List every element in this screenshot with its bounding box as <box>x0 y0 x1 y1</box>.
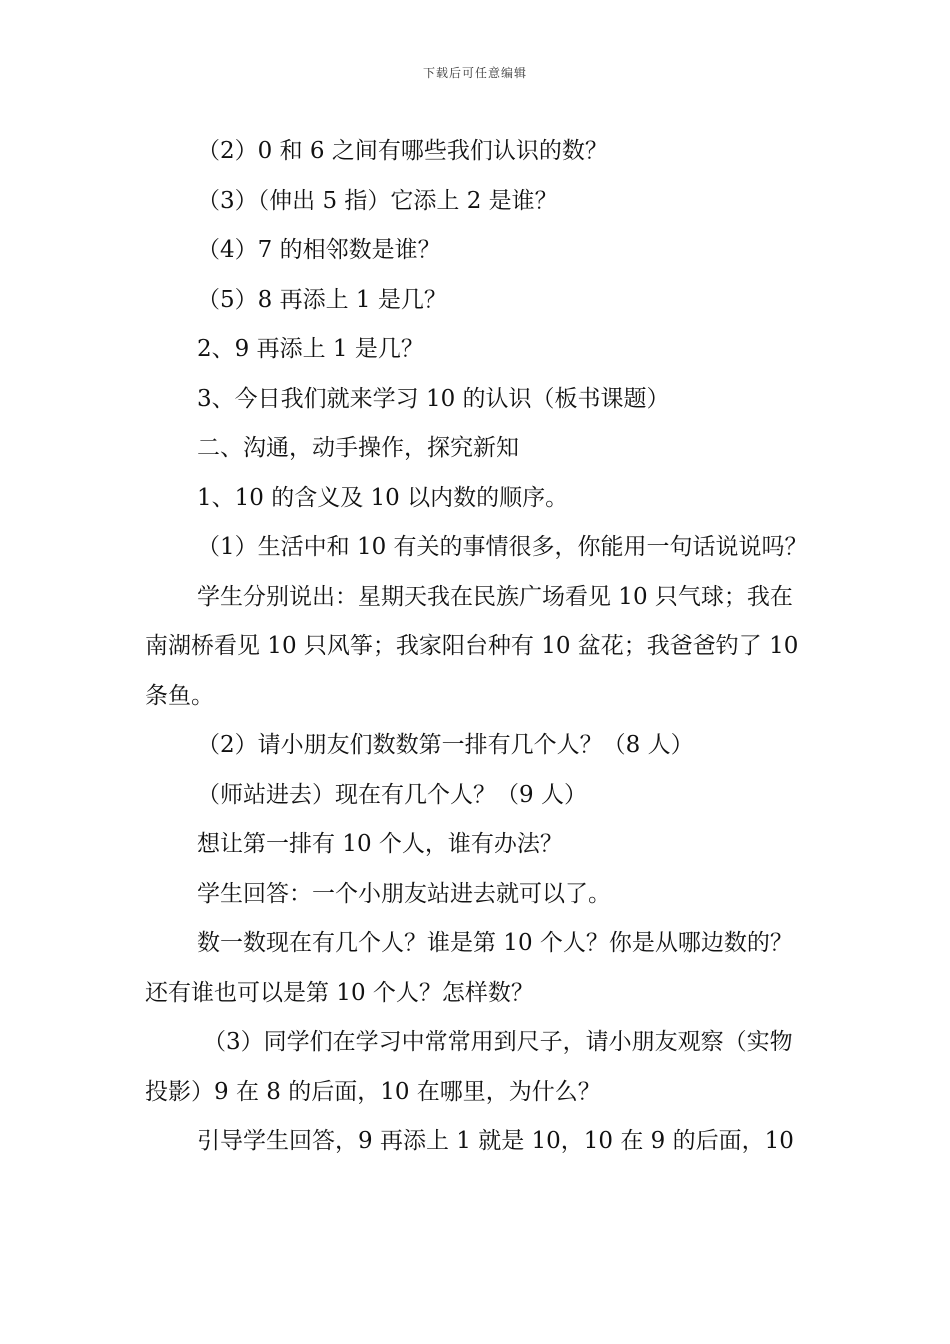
paragraph: （师站进去）现在有几个人？（9 人） <box>197 781 587 808</box>
page-header: 下载后可任意编辑 <box>422 66 527 80</box>
paragraph: （2）请小朋友们数数第一排有几个人？（8 人） <box>197 732 694 758</box>
document-body <box>145 127 810 1167</box>
paragraph: 想让第一排有 10 个人，谁有办法？ <box>197 831 563 857</box>
paragraph: 学生回答：一个小朋友站进去就可以了。 <box>197 880 611 907</box>
paragraph: 引导学生回答，9 再添上 1 就是 10，10 在 9 的后面，10 <box>197 1128 794 1154</box>
paragraph: 1、10 的含义及 10 以内数的顺序。 <box>197 484 569 511</box>
paragraph: 学生分别说出：星期天我在民族广场看见 10 只气球；我在南湖桥看见 10 只风筝；我家阳台种有 10 盆花；我爸爸钓了 10 条鱼。 <box>145 583 799 709</box>
paragraph: 3、今日我们就来学习 10 的认识（板书课题） <box>197 385 670 412</box>
paragraph: （2）0 和 6 之间有哪些我们认识的数？ <box>197 138 608 164</box>
section-heading: 二、沟通，动手操作，探究新知 <box>197 435 519 461</box>
paragraph: （3）同学们在学习中常常用到尺子，请小朋友观察（实物投影）9 在 8 的后面，10 在哪里，为什么？ <box>145 1029 793 1105</box>
paragraph: （1）生活中和 10 有关的事情很多，你能用一句话说说吗？ <box>197 534 808 560</box>
paragraph: （5）8 再添上 1 是几？ <box>197 286 447 313</box>
paragraph: 数一数现在有几个人？谁是第 10 个人？你是从哪边数的？还有谁也可以是第 10 个人？怎样数？ <box>145 930 793 1006</box>
paragraph: （4）7 的相邻数是谁？ <box>197 237 441 263</box>
paragraph: （3）（伸出 5 指）它添上 2 是谁？ <box>197 187 558 214</box>
paragraph: 2、9 再添上 1 是几？ <box>197 336 424 362</box>
